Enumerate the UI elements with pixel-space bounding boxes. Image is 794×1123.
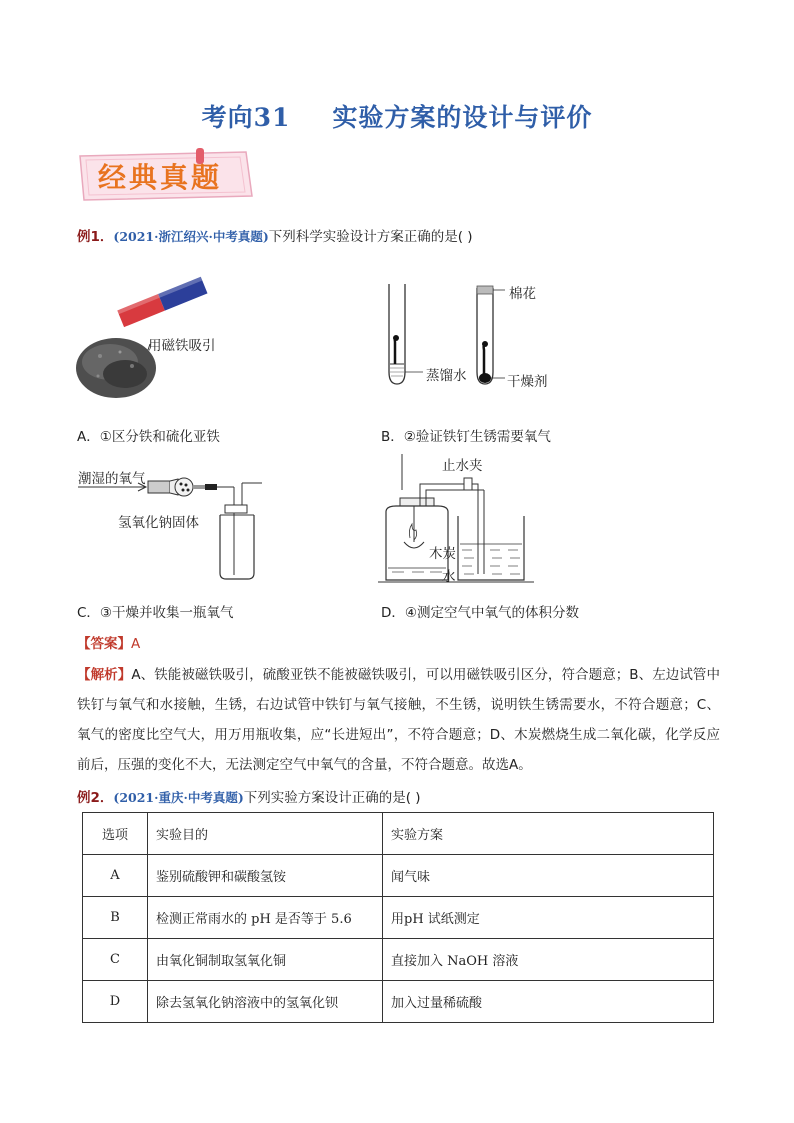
distilled-water-label: 蒸馏水 bbox=[426, 368, 467, 384]
explanation-tag: 【解析】 bbox=[77, 667, 132, 683]
magnet-label: 用磁铁吸引 bbox=[148, 338, 216, 354]
figure-a bbox=[70, 256, 330, 406]
question-1-text: 下列科学实验设计方案正确的是( ) bbox=[268, 229, 473, 245]
cotton-label: 棉花 bbox=[509, 286, 536, 302]
question-2-text: 下列实验方案设计正确的是( ) bbox=[243, 790, 421, 806]
water-label: 水 bbox=[442, 569, 456, 585]
water-clamp-label: 止水夹 bbox=[442, 458, 483, 474]
row-option: D bbox=[83, 981, 148, 1023]
question-2-stem bbox=[77, 788, 421, 808]
figure-b bbox=[385, 280, 565, 392]
title-topic-number: 考向31 bbox=[201, 103, 291, 132]
charcoal-label: 木炭 bbox=[429, 546, 456, 562]
answer-line bbox=[77, 632, 140, 652]
section-banner bbox=[76, 146, 256, 206]
title-topic-name: 实验方案的设计与评价 bbox=[332, 103, 593, 132]
row-purpose: 鉴别硫酸钾和碳酸氢铵 bbox=[148, 855, 383, 897]
question-1-source: (2021·浙江绍兴·中考真题) bbox=[113, 229, 269, 244]
table-row bbox=[83, 897, 714, 939]
option-c: C．③干燥并收集一瓶氧气 bbox=[77, 605, 234, 621]
question-2-source: (2021·重庆·中考真题) bbox=[113, 790, 244, 805]
row-option: C bbox=[83, 939, 148, 981]
options-table bbox=[82, 812, 714, 1023]
header-option: 选项 bbox=[83, 813, 148, 855]
row-purpose: 除去氢氧化钠溶液中的氢氧化钡 bbox=[148, 981, 383, 1023]
question-1-stem bbox=[77, 227, 473, 247]
row-plan: 闻气味 bbox=[383, 855, 714, 897]
magnet-and-powder-image bbox=[70, 256, 330, 406]
page-title bbox=[0, 98, 794, 134]
figure-c bbox=[72, 465, 282, 585]
row-option: A bbox=[83, 855, 148, 897]
table-row bbox=[83, 981, 714, 1023]
figure-d bbox=[378, 450, 538, 585]
header-purpose: 实验目的 bbox=[148, 813, 383, 855]
answer-tag: 【答案】 bbox=[77, 636, 131, 652]
row-plan: 用pH 试纸测定 bbox=[383, 897, 714, 939]
option-b: B．②验证铁钉生锈需要氧气 bbox=[381, 429, 551, 445]
header-plan: 实验方案 bbox=[383, 813, 714, 855]
banner-text: 经典真题 bbox=[98, 161, 223, 194]
row-plan: 直接加入 NaOH 溶液 bbox=[383, 939, 714, 981]
row-purpose: 检测正常雨水的 pH 是否等于 5.6 bbox=[148, 897, 383, 939]
humid-oxygen-label: 潮湿的氧气 bbox=[78, 471, 146, 487]
option-a: A．①区分铁和硫化亚铁 bbox=[77, 429, 220, 445]
option-d: D．④测定空气中氧气的体积分数 bbox=[381, 605, 579, 621]
desiccant-label: 干燥剂 bbox=[507, 374, 548, 390]
explanation-text: A、铁能被磁铁吸引，硫酸亚铁不能被磁铁吸引，可以用磁铁吸引区分，符合题意；B、左边试管中铁钉与氧气和水接触，生锈，右边试管中铁钉与氧气接触，不生锈，说明铁生锈需要水，不符合题意；C、氧气的密度比空气大，用万用瓶收集，应“长进短出”，不符合题意；D、木炭燃烧生成二氧化碳，化学反应前后，压强的变化不大，无法测定空气中氧气的含量，不符合题意。故选A。 bbox=[77, 667, 721, 773]
table-header-row bbox=[83, 813, 714, 855]
question-2-number: 例2． bbox=[77, 790, 114, 806]
sodium-hydroxide-solid-label: 氢氧化钠固体 bbox=[118, 515, 199, 531]
table-row bbox=[83, 939, 714, 981]
explanation-paragraph bbox=[77, 660, 720, 780]
row-option: B bbox=[83, 897, 148, 939]
table-row bbox=[83, 855, 714, 897]
answer-value: A bbox=[131, 636, 141, 652]
question-1-number: 例1． bbox=[77, 229, 114, 245]
row-plan: 加入过量稀硫酸 bbox=[383, 981, 714, 1023]
row-purpose: 由氧化铜制取氢氧化铜 bbox=[148, 939, 383, 981]
